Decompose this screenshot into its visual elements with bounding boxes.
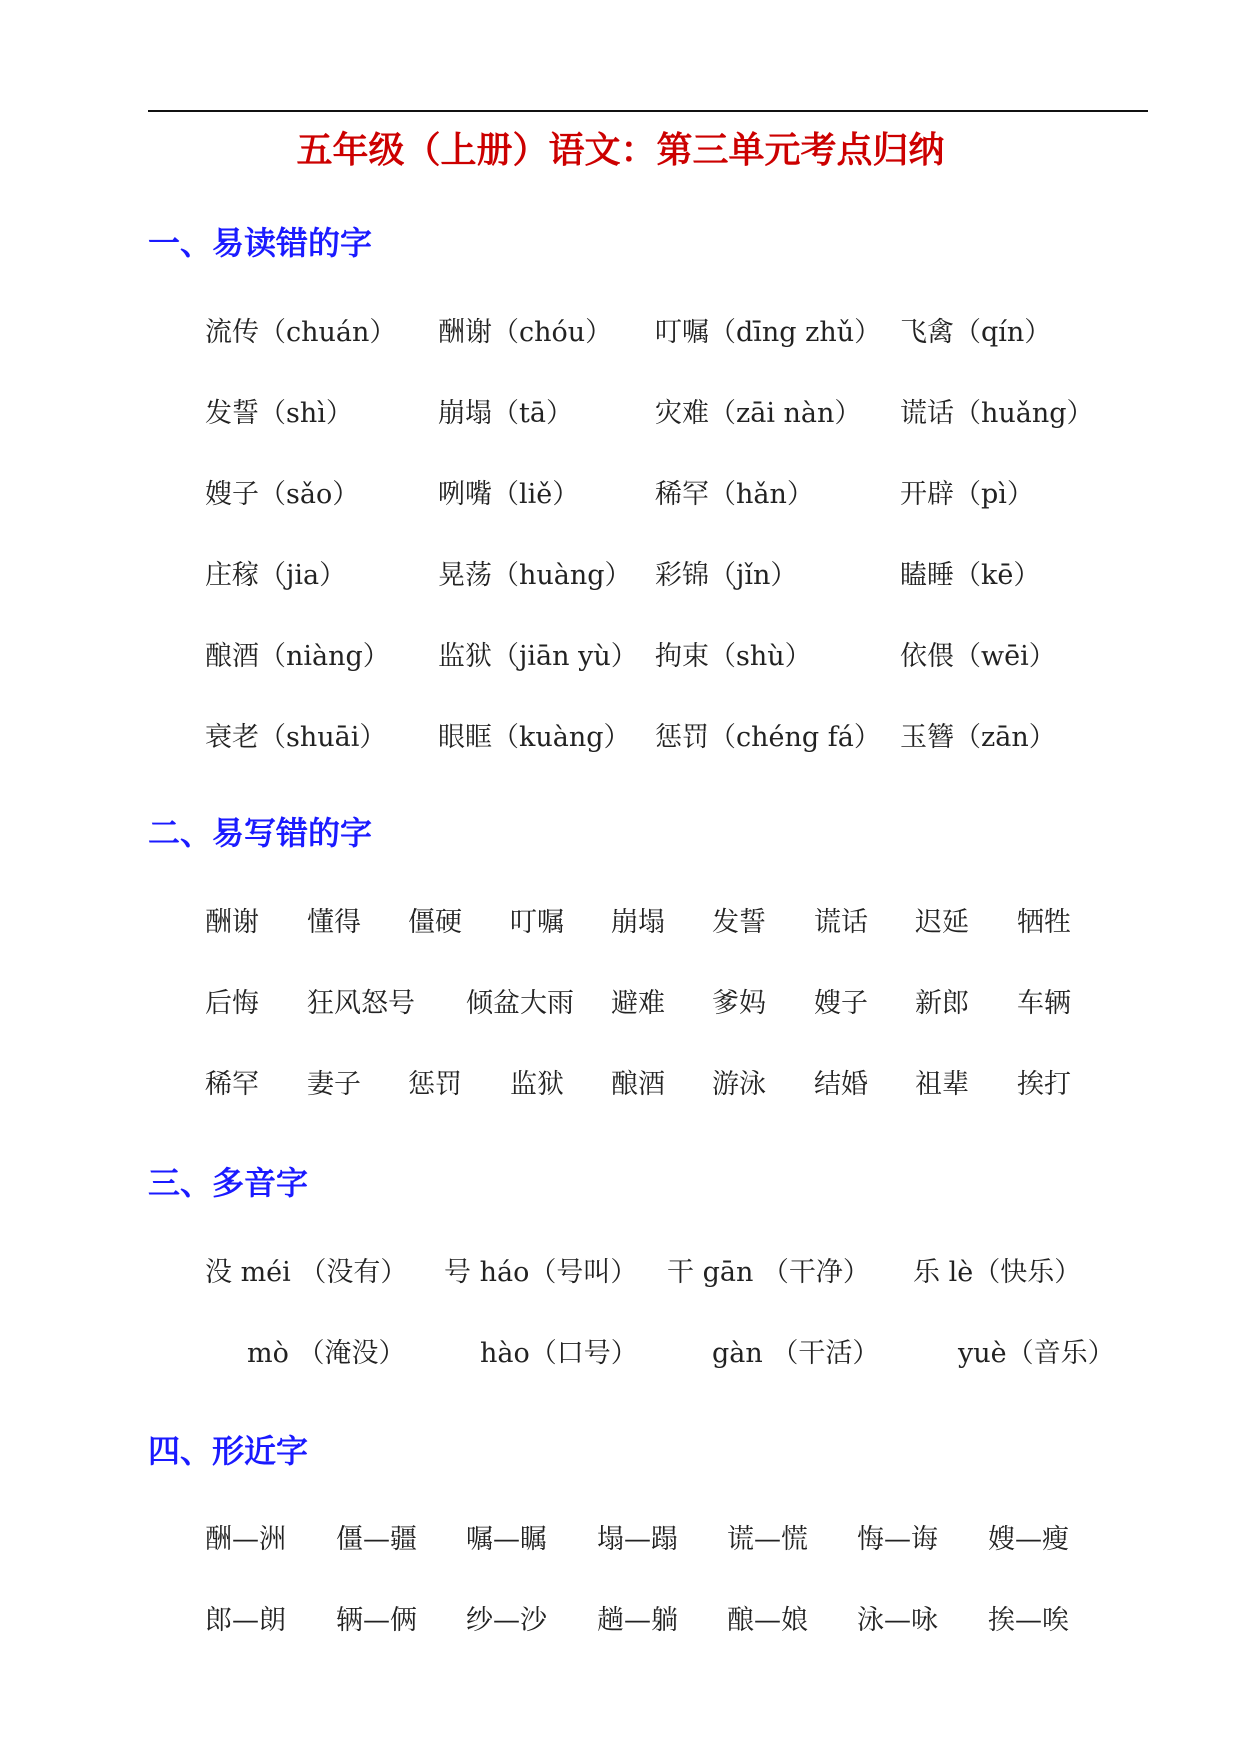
word-item: 妻子 — [307, 1069, 361, 1100]
word-item: 发誓 — [712, 907, 766, 938]
word-item: 谎话 — [814, 907, 868, 938]
word-item: 车辆 — [1017, 988, 1071, 1019]
word-item: 狂风怒号 — [307, 988, 415, 1019]
pinyin-item: 酿酒（niàng） — [205, 641, 390, 672]
pinyin-item: 拘束（shù） — [655, 641, 812, 672]
word-item: 避难 — [611, 988, 665, 1019]
pinyin-item: 流传（chuán） — [205, 317, 397, 348]
top-rule — [148, 110, 1148, 112]
pinyin-item: 庄稼（jia） — [205, 560, 347, 591]
pinyin-item: 飞禽（qín） — [900, 317, 1052, 348]
word-item: 酿酒 — [611, 1069, 665, 1100]
pinyin-item: 谎话（huǎng） — [900, 398, 1094, 429]
pinyin-item: 酬谢（chóu） — [438, 317, 613, 348]
section-heading: 三、多音字 — [148, 1164, 309, 1202]
word-item: 叮嘱 — [510, 907, 564, 938]
pinyin-item: 眼眶（kuàng） — [438, 722, 631, 753]
pinyin-item: 惩罚（chéng fá） — [655, 722, 881, 753]
pinyin-item: 晃荡（huàng） — [438, 560, 632, 591]
word-item: 稀罕 — [205, 1069, 259, 1100]
word-item: 嫂子 — [814, 988, 868, 1019]
polyphone-item: 干 gān （干净） — [667, 1257, 870, 1288]
polyphone-item: gàn （干活） — [712, 1338, 880, 1369]
word-item: 懂得 — [307, 907, 361, 938]
pinyin-item: 衰老（shuāi） — [205, 722, 387, 753]
pinyin-item: 嫂子（sǎo） — [205, 479, 360, 510]
pinyin-item: 叮嘱（dīng zhǔ） — [655, 317, 882, 348]
similar-char-item: 酬—洲 — [205, 1524, 286, 1555]
pinyin-item: 玉簪（zān） — [900, 722, 1056, 753]
polyphone-item: yuè（音乐） — [958, 1338, 1115, 1369]
similar-char-item: 泳—咏 — [857, 1605, 938, 1636]
pinyin-item: 瞌睡（kē） — [900, 560, 1041, 591]
word-item: 爹妈 — [712, 988, 766, 1019]
similar-char-item: 酿—娘 — [727, 1605, 808, 1636]
polyphone-item: mò （淹没） — [247, 1338, 406, 1369]
similar-char-item: 悔—诲 — [857, 1524, 938, 1555]
word-item: 倾盆大雨 — [466, 988, 574, 1019]
pinyin-item: 灾难（zāi nàn） — [655, 398, 862, 429]
word-item: 牺牲 — [1017, 907, 1071, 938]
similar-char-item: 嫂—瘦 — [988, 1524, 1069, 1555]
similar-char-item: 辆—俩 — [336, 1605, 417, 1636]
pinyin-item: 监狱（jiān yù） — [438, 641, 638, 672]
pinyin-item: 彩锦（jǐn） — [655, 560, 798, 591]
similar-char-item: 纱—沙 — [466, 1605, 547, 1636]
pinyin-item: 咧嘴（liě） — [438, 479, 580, 510]
word-item: 僵硬 — [408, 907, 462, 938]
word-item: 挨打 — [1017, 1069, 1071, 1100]
polyphone-item: hào（口号） — [480, 1338, 638, 1369]
polyphone-item: 没 méi （没有） — [205, 1257, 408, 1288]
word-item: 游泳 — [712, 1069, 766, 1100]
word-item: 惩罚 — [408, 1069, 462, 1100]
similar-char-item: 郎—朗 — [205, 1605, 286, 1636]
word-item: 结婚 — [814, 1069, 868, 1100]
word-item: 迟延 — [915, 907, 969, 938]
section-heading: 二、易写错的字 — [148, 814, 373, 852]
pinyin-item: 开辟（pì） — [900, 479, 1034, 510]
section-heading: 四、形近字 — [148, 1432, 309, 1470]
similar-char-item: 塌—蹋 — [597, 1524, 678, 1555]
pinyin-item: 依偎（wēi） — [900, 641, 1056, 672]
similar-char-item: 嘱—瞩 — [466, 1524, 547, 1555]
pinyin-item: 稀罕（hǎn） — [655, 479, 814, 510]
similar-char-item: 谎—慌 — [727, 1524, 808, 1555]
page-title: 五年级（上册）语文：第三单元考点归纳 — [296, 130, 945, 171]
word-item: 崩塌 — [611, 907, 665, 938]
pinyin-item: 崩塌（tā） — [438, 398, 573, 429]
similar-char-item: 趟—躺 — [597, 1605, 678, 1636]
similar-char-item: 僵—疆 — [336, 1524, 417, 1555]
polyphone-item: 乐 lè（快乐） — [913, 1257, 1082, 1288]
word-item: 新郎 — [915, 988, 969, 1019]
similar-char-item: 挨—唉 — [988, 1605, 1069, 1636]
section-heading: 一、易读错的字 — [148, 224, 373, 262]
pinyin-item: 发誓（shì） — [205, 398, 353, 429]
word-item: 监狱 — [510, 1069, 564, 1100]
word-item: 后悔 — [205, 988, 259, 1019]
word-item: 酬谢 — [205, 907, 259, 938]
word-item: 祖辈 — [915, 1069, 969, 1100]
polyphone-item: 号 háo（号叫） — [444, 1257, 638, 1288]
